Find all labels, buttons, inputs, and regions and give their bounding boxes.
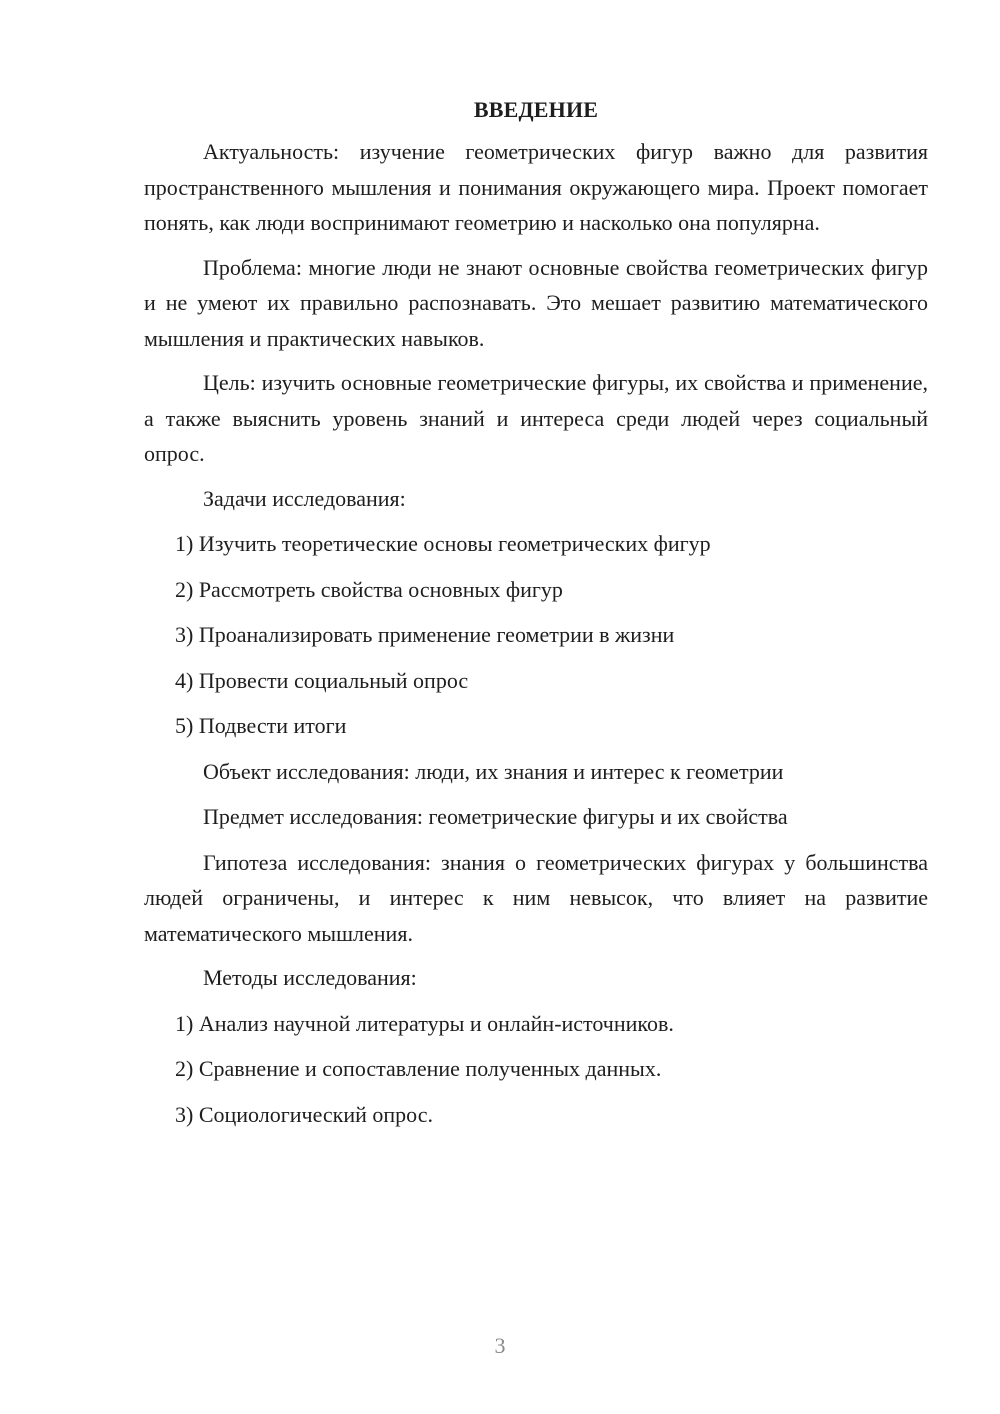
page-number: 3 — [494, 1333, 506, 1358]
list-item: 1) Анализ научной литературы и онлайн-источников. — [175, 1010, 674, 1036]
methods-list — [144, 1006, 928, 1133]
hypothesis-paragraph: Гипотеза исследования: знания о геометрических фигурах у большинства людей ограничены, и интерес к ним невысок, что влияет на развитие математического мышления. — [144, 849, 928, 946]
tasks-heading: Задачи исследования: — [203, 485, 406, 511]
list-item: 2) Рассмотреть свойства основных фигур — [175, 576, 563, 602]
research-subject: Предмет исследования: геометрические фигуры и их свойства — [203, 804, 788, 829]
tasks-list — [144, 526, 928, 744]
problem-paragraph: Проблема: многие люди не знают основные свойства геометрических фигур и не умеют их правильно распознавать. Это мешает развитию математического мышления и практических навыков. — [144, 254, 928, 351]
list-item: 4) Провести социальный опрос — [175, 667, 469, 693]
relevance-paragraph: Актуальность: изучение геометрических фигур важно для развития пространственного мышления и понимания окружающего мира. Проект помогает понять, как люди воспринимают геометрию и насколько она популярна. — [144, 139, 928, 235]
list-item: 1) Изучить теоретические основы геометрических фигур — [175, 531, 711, 556]
page-title: ВВЕДЕНИЕ — [473, 97, 599, 122]
goal-paragraph: Цель: изучить основные геометрические фигуры, их свойства и применение, а также выяснить уровень знаний и интереса среди людей через социальный опрос. — [144, 370, 928, 466]
document-body — [144, 92, 928, 1142]
research-object: Объект исследования: люди, их знания и интерес к геометрии — [203, 758, 784, 784]
list-item: 5) Подвести итоги — [175, 713, 347, 738]
list-item: 3) Социологический опрос. — [175, 1101, 433, 1127]
methods-heading: Методы исследования: — [203, 965, 417, 990]
list-item: 3) Проанализировать применение геометрии в жизни — [175, 622, 675, 647]
list-item: 2) Сравнение и сопоставление полученных данных. — [175, 1056, 662, 1081]
